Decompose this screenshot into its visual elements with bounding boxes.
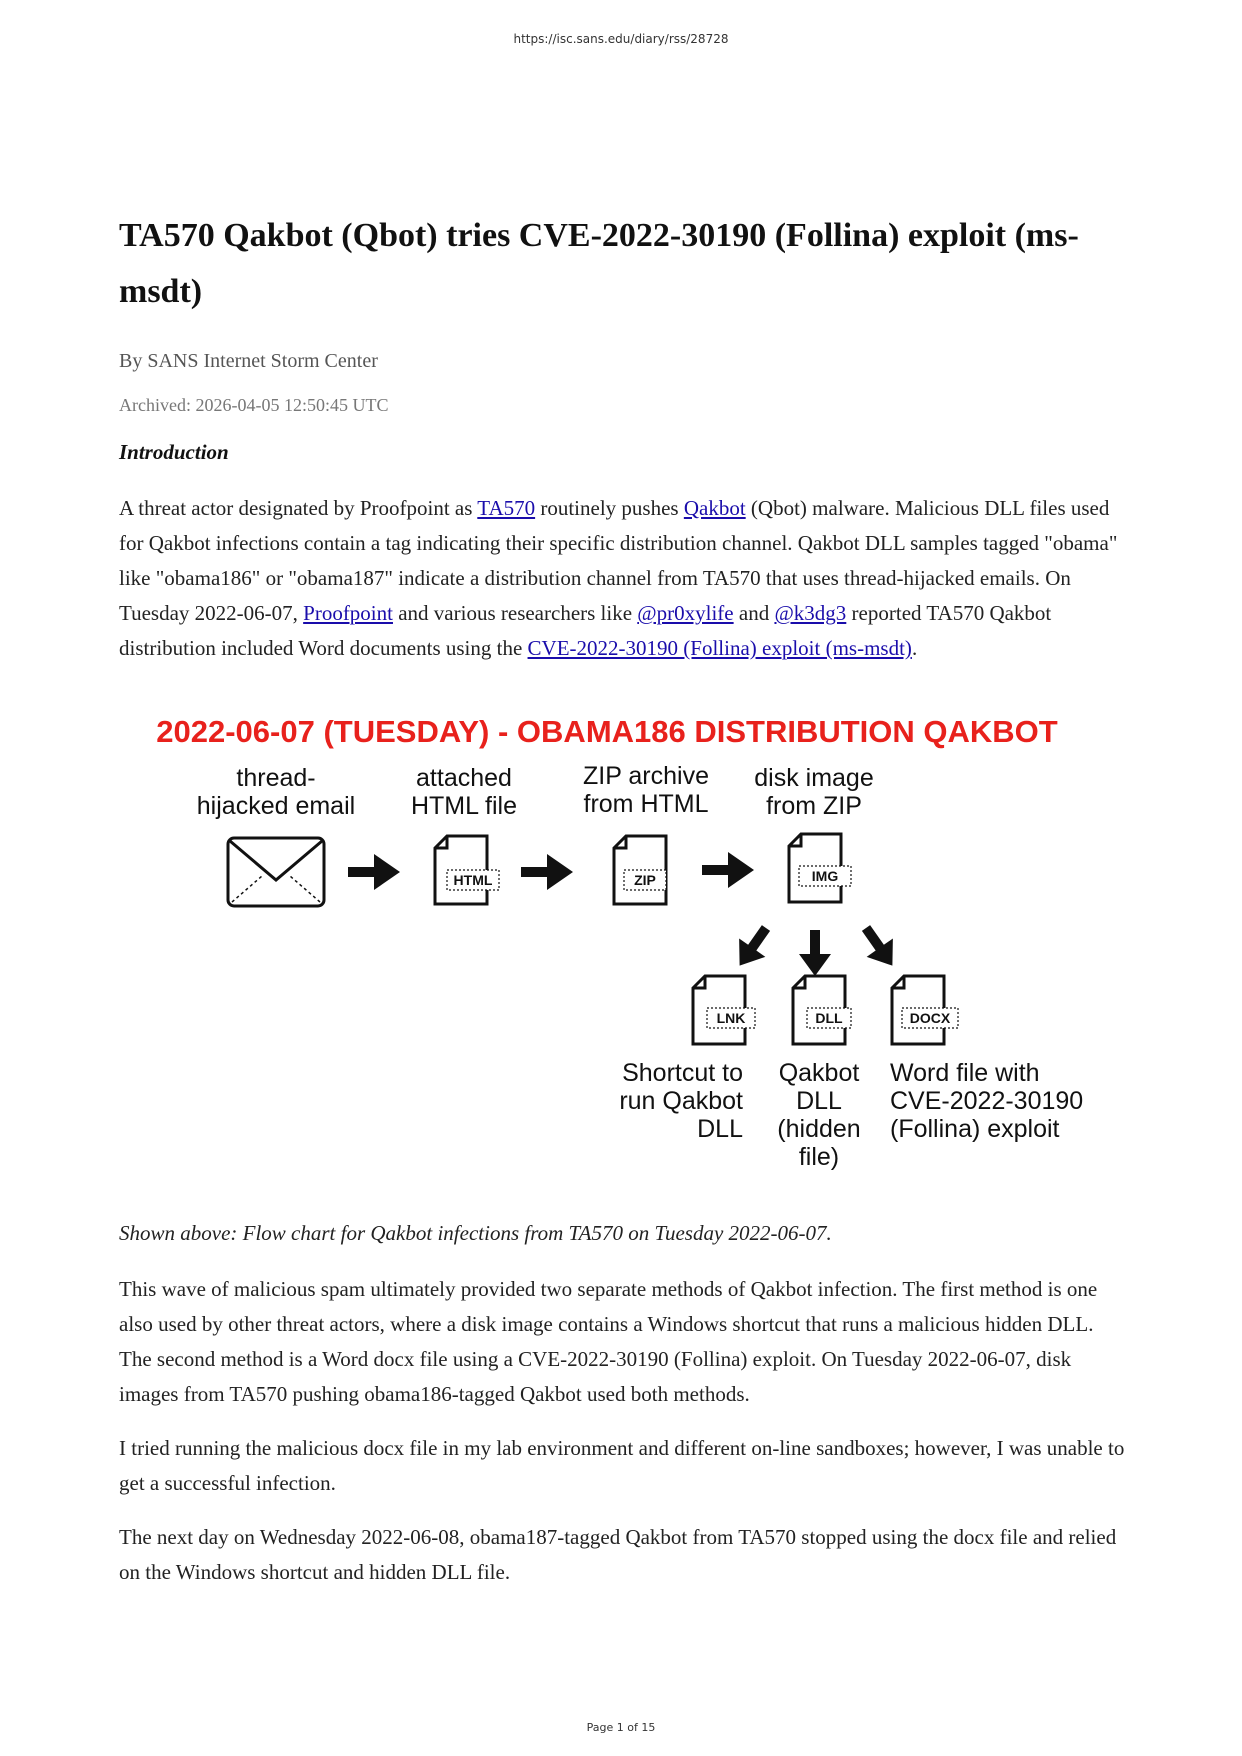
page-url: https://isc.sans.edu/diary/rss/28728 (513, 32, 729, 46)
body-paragraph-3: I tried running the malicious docx file in my lab environment and different on-line sandboxes; however, I was unable to get a successful infection. (119, 1436, 1125, 1495)
step1-label-1: thread- (236, 764, 316, 792)
lnk-label-3: DLL (697, 1115, 743, 1143)
step2-label-1: attached (416, 764, 512, 792)
svg-text:IMG: IMG (811, 868, 839, 884)
proofpoint-link[interactable]: Proofpoint (303, 601, 393, 625)
step4-label-1: disk image (754, 764, 874, 792)
svg-text:ZIP: ZIP (634, 872, 656, 888)
flow-chart (119, 696, 1127, 1216)
pr0xylife-link[interactable]: @pr0xylife (637, 601, 734, 625)
img-file-icon (789, 834, 851, 902)
dll-file-icon (793, 976, 851, 1044)
down-left-arrow-icon (727, 919, 780, 975)
dll-label-4: file) (798, 1143, 840, 1171)
down-right-arrow-icon (853, 919, 906, 975)
svg-text:LNK: LNK (716, 1010, 746, 1026)
right-arrow-icon (702, 852, 754, 888)
envelope-icon (228, 838, 324, 906)
dll-label-2: DLL (796, 1087, 842, 1115)
step1-label-2: hijacked email (196, 792, 356, 820)
figure-caption: Shown above: Flow chart for Qakbot infections from TA570 on Tuesday 2022-06-07. (119, 1221, 832, 1245)
docx-file-icon (892, 976, 958, 1044)
docx-label-3: (Follina) exploit (890, 1115, 1060, 1143)
step3-label-2: from HTML (583, 790, 709, 818)
lnk-file-icon (693, 976, 755, 1044)
article-title: TA570 Qakbot (Qbot) tries CVE-2022-30190 (Follina) exploit (ms-msdt) (119, 217, 1079, 310)
html-file-icon (435, 836, 499, 904)
lnk-label-2: run Qakbot (619, 1087, 743, 1115)
article (119, 208, 1127, 1590)
down-arrow-icon (799, 930, 831, 976)
k3dg3-link[interactable]: @k3dg3 (774, 601, 847, 625)
docx-label-2: CVE-2022-30190 (890, 1087, 1084, 1115)
step4-label-2: from ZIP (766, 792, 862, 820)
right-arrow-icon (348, 854, 400, 890)
svg-text:DOCX: DOCX (909, 1010, 951, 1026)
section-heading: Introduction (119, 440, 229, 464)
body-paragraph-4: The next day on Wednesday 2022-06-08, obama187-tagged Qakbot from TA570 stopped using the docx file and relied on the Windows shortcut and hidden DLL file. (119, 1525, 1117, 1584)
svg-text:DLL: DLL (815, 1010, 843, 1026)
body-paragraph-2: This wave of malicious spam ultimately provided two separate methods of Qakbot infection. The first method is one also used by other threat actors, where a disk image contains a Windows shortcut that runs a malicious hidden DLL. The second method is a Word docx file using a CVE-2022-30190 (Follina) exploit. On Tuesday 2022-06-07, disk images from TA570 pushing obama186-tagged Qakbot used both methods. (119, 1277, 1098, 1406)
follina-cve-link[interactable]: CVE-2022-30190 (Follina) exploit (ms-msdt) (527, 636, 912, 660)
figure-title: 2022-06-07 (TUESDAY) - OBAMA186 DISTRIBUTION QAKBOT (156, 714, 1058, 749)
page-number: Page 1 of 15 (586, 1721, 656, 1734)
svg-text:HTML: HTML (453, 872, 493, 888)
qakbot-link[interactable]: Qakbot (683, 496, 746, 520)
step3-label-1: ZIP archive (583, 762, 709, 790)
byline: By SANS Internet Storm Center (119, 350, 378, 372)
right-arrow-icon (521, 854, 573, 890)
dll-label-1: Qakbot (778, 1059, 860, 1087)
lnk-label-1: Shortcut to (622, 1059, 743, 1087)
dll-label-3: (hidden (777, 1115, 861, 1143)
archived-timestamp: Archived: 2026-04-05 12:50:45 UTC (119, 395, 389, 415)
flow-chart-figure (119, 696, 1127, 1216)
docx-label-1: Word file with (890, 1059, 1040, 1087)
intro-paragraph: A threat actor designated by Proofpoint as TA570 routinely pushes Qakbot (Qbot) malware. Malicious DLL files used for Qakbot infections contain a tag indicating their specific distribution channel. Qakbot DLL samples tagged "obama" like "obama186" or "obama187" indicate a distribution channel from TA570 that uses thread-hijacked emails. On Tuesday 2022-06-07, Proofpoint and various researchers like @pr0xylife and @k3dg3 reported TA570 Qakbot distribution included Word documents using the CVE-2022-30190 (Follina) exploit (ms-msdt). (119, 496, 1118, 660)
zip-file-icon (614, 836, 666, 904)
ta570-link[interactable]: TA570 (477, 496, 536, 520)
step2-label-2: HTML file (410, 792, 518, 820)
